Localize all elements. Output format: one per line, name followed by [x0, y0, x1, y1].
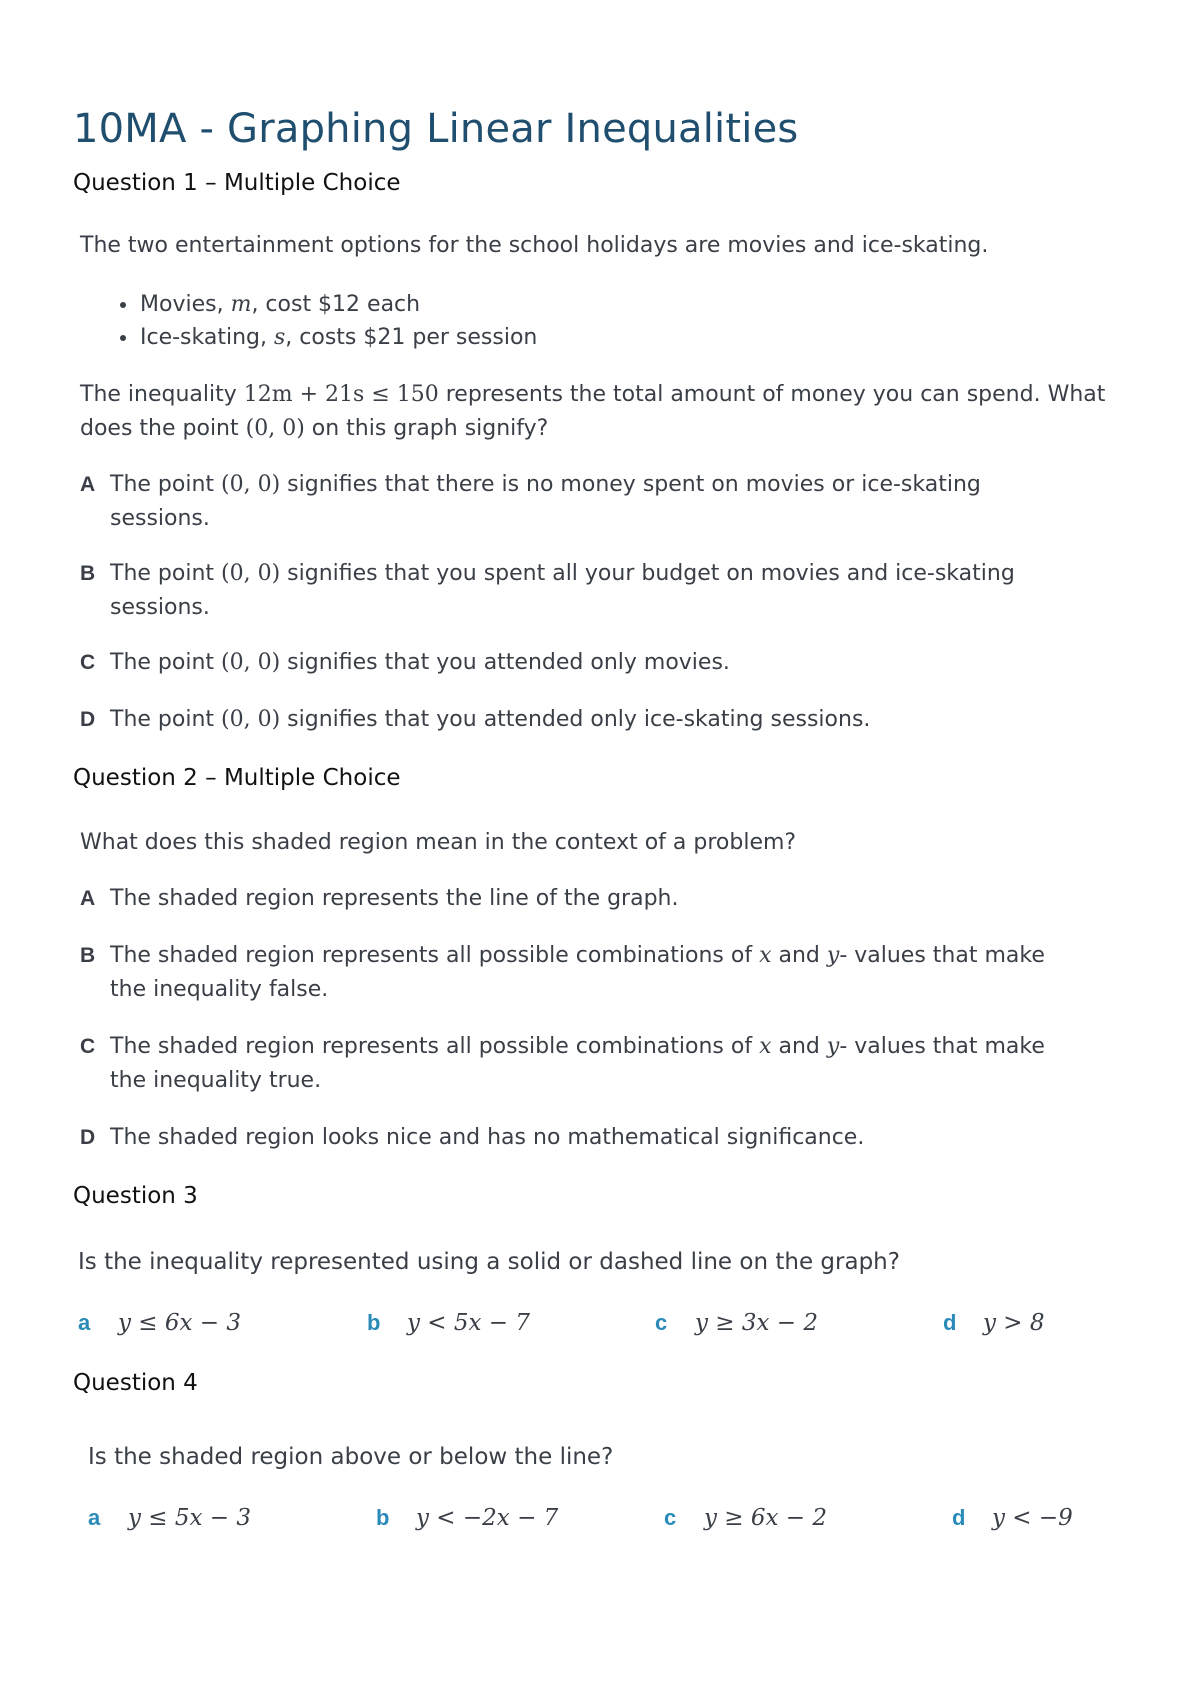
question-3-heading: Question 3: [73, 1183, 198, 1209]
question-2-prompt: What does this shaded region mean in the context of a problem?: [80, 830, 797, 855]
bullet-dot: [120, 302, 126, 308]
page-title: 10MA - Graphing Linear Inequalities: [73, 106, 799, 152]
question-4-heading: Question 4: [73, 1370, 198, 1396]
question-2-heading: Question 2 – Multiple Choice: [73, 765, 401, 791]
bullet-item-movies: Movies, m, cost $12 each: [110, 288, 537, 321]
question-1-intro: The two entertainment options for the school holidays are movies and ice-skating.: [80, 233, 989, 258]
worksheet-page: 10MA - Graphing Linear Inequalities Question 1 – Multiple Choice The two entertainment options for the school holidays are movies and ice-skating. Movies, m, cost $12 each Ice-skating, s, costs $21 per session The inequality 12m + 21s ≤ 150 represents the total amount of money you can spend. What does the point (0, 0) on this graph signify? A The point (0, 0) signifies that there is no money spent on movies or ice-skating sessions. B The point (0, 0) signifies that you spent all your budget on movies and ice-skating sessions. C The point (0, 0) signifies that you attended only movies. D The point (0, 0) signifies that you attended only ice-skating sessions. Question 2 – Multiple Choice What does this shaded region mean in the context of a problem? A The shaded region represents the line of the graph. B The shaded region represents all possible combinations of x and y- values that make the inequality false. C The shaded region represents all possible combinations of x and y- values that make the inequality true. D The shaded region looks nice and has no mathematical significance. Question 3 Is the inequality represented using a solid or dashed line on the graph? a y ≤ 6x − 3 b y < 5x − 7 c y ≥ 3x − 2 d y > 8 Question 4 Is the shaded region above or below the line? a y ≤ 5x − 3 b y < −2x − 7 c y ≥ 6x − 2 d y < −9: [0, 0, 1200, 1696]
question-4-prompt: Is the shaded region above or below the line?: [88, 1444, 614, 1470]
question-1-bullets: [110, 288, 537, 354]
bullet-item-ice-skating: Ice-skating, s, costs $21 per session: [110, 321, 537, 354]
question-1-heading: Question 1 – Multiple Choice: [73, 170, 401, 196]
bullet-dot: [120, 335, 126, 341]
question-3-prompt: Is the inequality represented using a solid or dashed line on the graph?: [78, 1249, 900, 1275]
question-1-prompt: The inequality 12m + 21s ≤ 150 represents the total amount of money you can spend. What does the point (0, 0) on this graph signify?: [80, 382, 1106, 441]
